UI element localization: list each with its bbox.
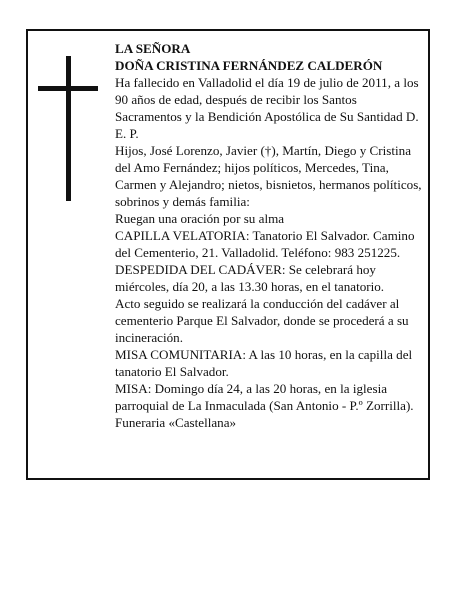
farewell-info: DESPEDIDA DEL CADÁVER: Se celebrará hoy miércoles, día 20, a las 13.30 horas, en el tanatorio. [115,262,385,294]
obituary-notice [26,29,430,480]
prayer-request: Ruegan una oración por su alma [115,211,285,226]
wake-chapel-info: CAPILLA VELATORIA: Tanatorio El Salvador. Camino del Cementerio, 21. Valladolid. Teléfono: 983 251225. [115,228,415,260]
deceased-name: DOÑA CRISTINA FERNÁNDEZ CALDERÓN [115,58,383,73]
mass-info: MISA: Domingo día 24, a las 20 horas, en la iglesia parroquial de La Inmaculada (San Antonio - P.º Zorrilla). [115,381,414,413]
community-mass-info: MISA COMUNITARIA: A las 10 horas, en la capilla del tanatorio El Salvador. [115,347,413,379]
cremation-info: Acto seguido se realizará la conducción del cadáver al cementerio Parque El Salvador, donde se procederá a su incineración. [115,296,409,345]
family-list: Hijos, José Lorenzo, Javier (†), Martín, Diego y Cristina del Amo Fernández; hijos políticos, Mercedes, Tina, Carmen y Alejandro; nietos, bisnietos, hermanos políticos, sobrinos y demás familia: [115,143,422,209]
cross-horizontal-bar [38,86,98,91]
funeral-home: Funeraria «Castellana» [115,415,237,430]
cross-icon [38,56,98,201]
notice-title: LA SEÑORA [115,41,191,56]
death-announcement: Ha fallecido en Valladolid el día 19 de julio de 2011, a los 90 años de edad, después de recibir los Santos Sacramentos y la Bendición Apostólica de Su Santidad D. E. P. [115,75,419,141]
cross-vertical-bar [66,56,71,201]
notice-text [115,40,423,431]
